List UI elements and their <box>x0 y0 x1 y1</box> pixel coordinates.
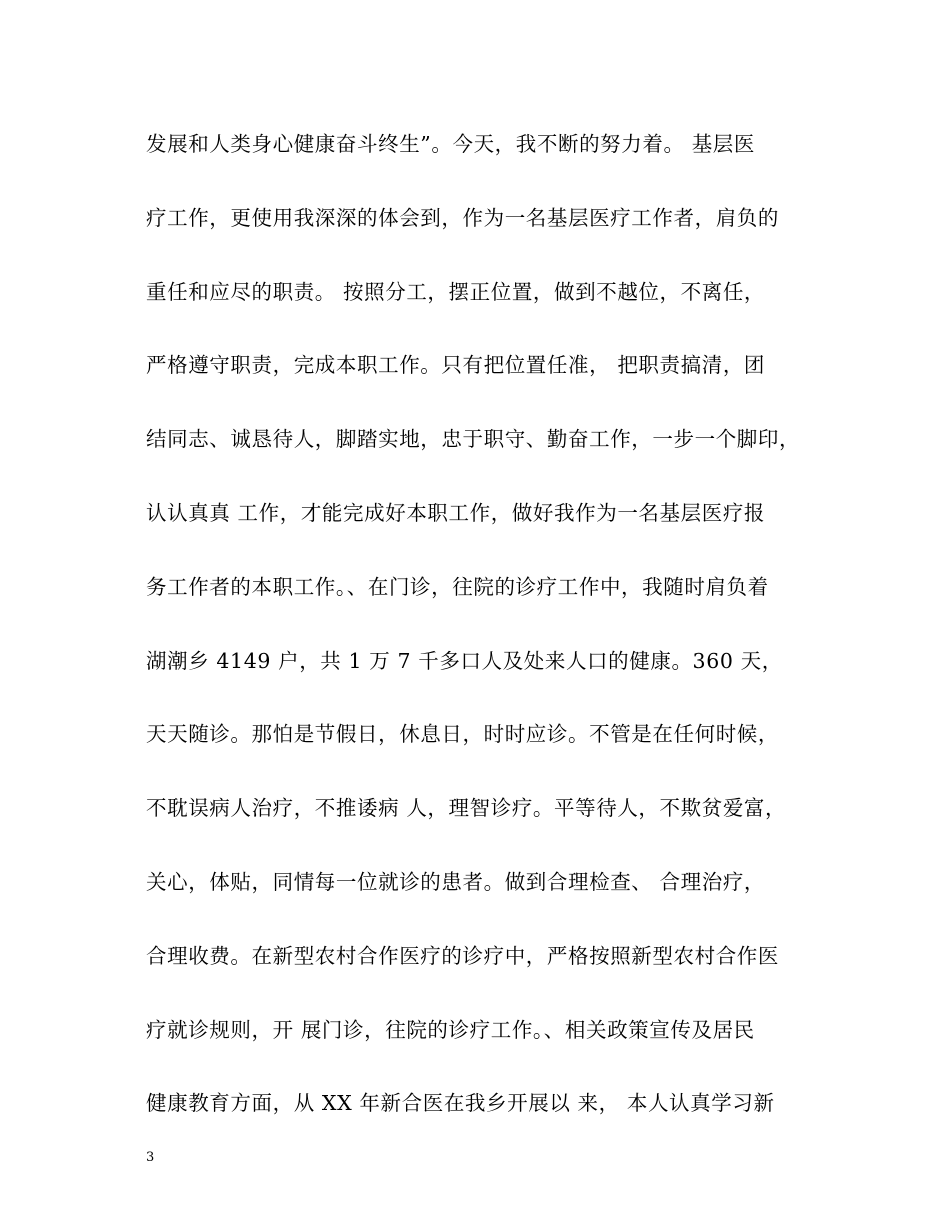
text-line: 健康教育方面，从 XX 年新合医在我乡开展以 来， 本人认真学习新 <box>146 1091 775 1116</box>
text-line: 认认真真 工作，才能完成好本职工作，做好我作为一名基层医疗报 <box>146 500 766 525</box>
text-line: 发展和人类身心健康奋斗终生”。今天，我不断的努力着。 基层医 <box>146 132 755 156</box>
text-line: 合理收费。在新型农村合作医疗的诊疗中，严格按照新型农村合作医 <box>146 943 779 968</box>
body-text <box>146 126 826 1159</box>
page-number: 3 <box>146 1150 155 1165</box>
text-line: 湖潮乡 4149 户，共 1 万 7 千多口人及处来人口的健康。360 天， <box>146 648 783 673</box>
text-line: 重任和应尽的职责。 按照分工，摆正位置，做到不越位，不离任， <box>146 279 766 304</box>
text-line: 严格遵守职责，完成本职工作。只有把位置任准， 把职责搞清，团 <box>146 353 766 378</box>
text-line: 天天随诊。那怕是节假日，休息日，时时应诊。不管是在任何时候， <box>146 722 779 747</box>
text-line: 关心，体贴，同情每一位就诊的患者。做到合理检查、 合理治疗， <box>146 869 766 894</box>
text-line: 疗工作，更使用我深深的体会到，作为一名基层医疗工作者，肩负的 <box>146 205 779 230</box>
text-line: 不耽误病人治疗，不推诿病 人，理智诊疗。平等待人，不欺贫爱富， <box>146 796 787 821</box>
text-line: 结同志、诚恳待人，脚踏实地，忠于职守、勤奋工作，一步一个脚印， <box>146 427 801 452</box>
text-line: 疗就诊规则，开 展门诊，往院的诊疗工作。、相关政策宣传及居民 <box>146 1017 755 1042</box>
text-line: 务工作者的本职工作。、在门诊，往院的诊疗工作中，我随时肩负着 <box>146 574 769 599</box>
